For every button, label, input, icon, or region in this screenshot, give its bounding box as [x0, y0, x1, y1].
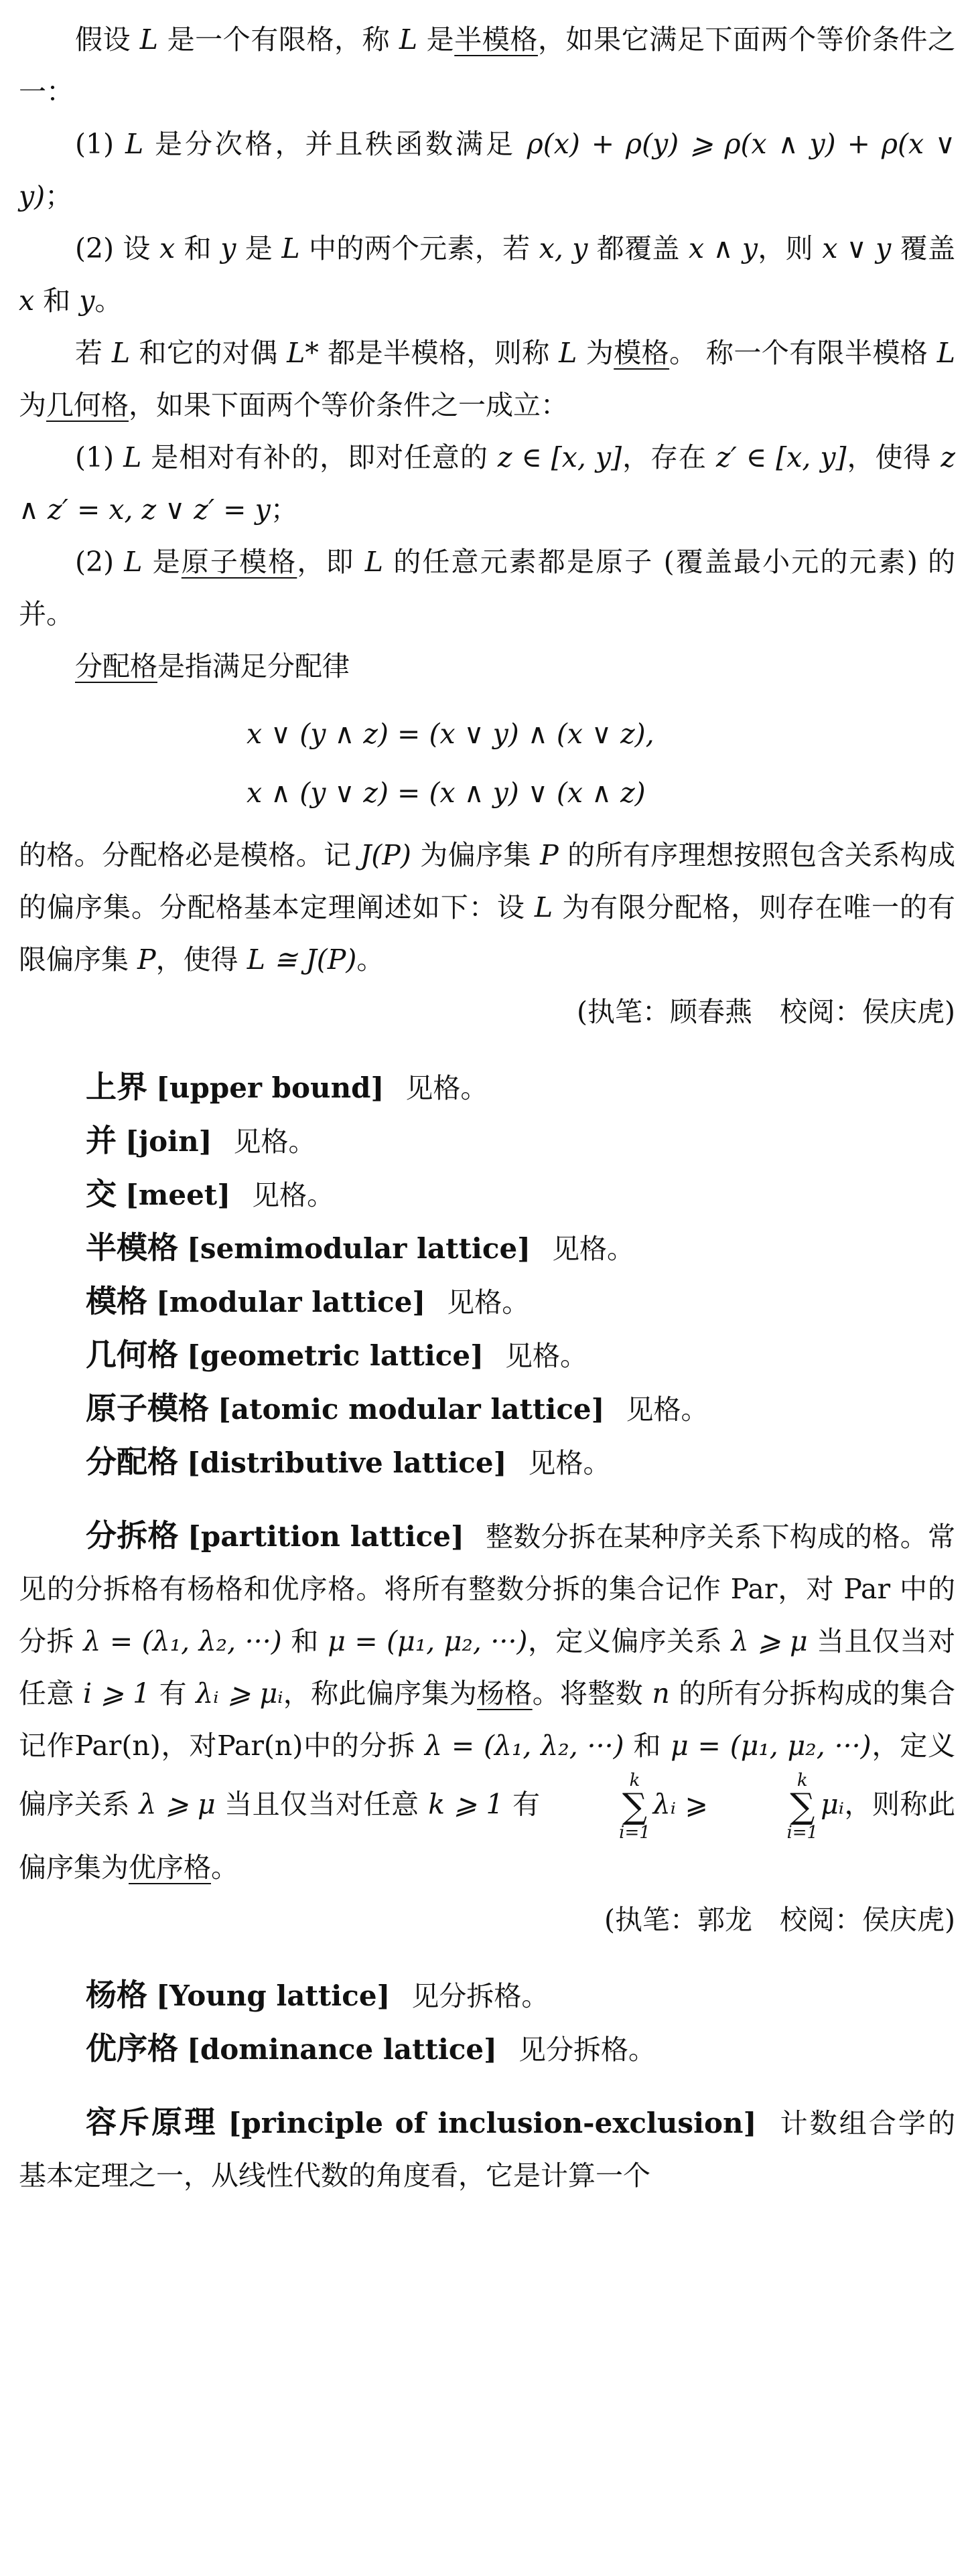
cross-reference-list-2 [19, 1969, 955, 2076]
cross-ref-entry: 几何格 [geometric lattice] 见格。 [86, 1337, 587, 1373]
geometric-condition-1: (1) L 是相对有补的，即对任意的 z ∈ [x, y]，存在 z′ ∈ [x, y]，使得 z ∧ z′ = x, z ∨ z′ = y； [19, 441, 955, 526]
distributive-law-1: x ∨ (y ∧ z) = (x ∨ y) ∧ (x ∨ z), [247, 718, 654, 750]
cross-ref-entry: 原子模格 [atomic modular lattice] 见格。 [86, 1390, 709, 1426]
term-dominance: 优序格 [129, 1851, 211, 1884]
cross-ref-entry: 上界 [upper bound] 见格。 [86, 1069, 488, 1105]
headword-inclusion-exclusion: 容斥原理 [86, 2104, 218, 2140]
geometric-condition-2: (2) L 是原子模格，即 L 的任意元素都是原子 (覆盖最小元的元素) 的并。 [19, 546, 955, 630]
partition-lattice-entry: 分拆格 [partition lattice] 整数分拆在某种序关系下构成的格。常见的分拆格有杨格和优序格。将所有整数分拆的集合记作 Par，对 Par 中的分拆 λ = (λ₁, λ₂, ···) 和 μ = (μ₁, μ₂, ···)，定义偏序关系 λ ⩾ μ 当且仅当对任意 i ⩾ 1 有 λᵢ ⩾ μᵢ，称此偏序集为杨格。将整数 n 的所有分拆构成的集合记作Par(n)，对Par(n)中的分拆 λ = (λ₁, λ₂, ···) 和 μ = (μ₁, μ₂, ···)，定义偏序关系 λ ⩾ μ 当且仅当对任意 k ⩾ 1 有 k ∑ i=1 λᵢ ⩾ k ∑ i=1 μᵢ，则称此偏序集为优序格。 [19, 1517, 956, 1884]
cross-ref-entry: 交 [meet] 见格。 [86, 1176, 335, 1212]
rank-inequality: ρ(x) + ρ(y) ⩾ ρ(x ∧ y) + ρ(x ∨ y) [19, 128, 955, 212]
term-modular: 模格 [614, 337, 670, 369]
inclusion-exclusion-entry: 容斥原理 [principle of inclusion-exclusion] 计数组合学的基本定理之一，从线性代数的角度看，它是计算一个 [19, 2104, 956, 2192]
signature-2: (执笔：郭龙 校阅：侯庆虎) [604, 1904, 955, 1936]
headword-partition: 分拆格 [86, 1517, 179, 1554]
cross-reference-list [19, 1061, 955, 1489]
term-distributive: 分配格 [75, 650, 157, 682]
term-young: 杨格 [477, 1677, 533, 1710]
modular-definition: 若 L 和它的对偶 L* 都是半模格，则称 L 为模格。 称一个有限半模格 L 为几何格，如果下面两个等价条件之一成立： [19, 337, 955, 421]
summation-left: k ∑ i=1 [619, 1770, 650, 1843]
term-atomic-modular: 原子模格 [181, 546, 297, 578]
cross-ref-entry: 分配格 [distributive lattice] 见格。 [86, 1444, 611, 1480]
cross-ref-entry: 优序格 [dominance lattice] 见分拆格。 [86, 2030, 656, 2066]
semimodular-condition-1: (1) L 是分次格，并且秩函数满足 ρ(x) + ρ(y) ⩾ ρ(x ∧ y) + ρ(x ∨ y)； [19, 128, 955, 212]
cross-ref-entry: 半模格 [semimodular lattice] 见格。 [86, 1229, 635, 1266]
term-semimodular: 半模格 [454, 23, 538, 56]
distributive-laws [19, 704, 955, 822]
semimodular-intro: 假设 L 是一个有限格，称 L 是半模格，如果它满足下面两个等价条件之一： [19, 23, 955, 108]
cross-ref-entry: 模格 [modular lattice] 见格。 [86, 1283, 530, 1319]
summation-right: k ∑ i=1 [786, 1770, 819, 1843]
cross-ref-entry: 杨格 [Young lattice] 见分拆格。 [86, 1977, 549, 2013]
distributive-theorem: 的格。分配格必是模格。记 J(P) 为偏序集 P 的所有序理想按照包含关系构成的偏序集。分配格基本定理阐述如下：设 L 为有限分配格，则存在唯一的有限偏序集 P，使得 L ≅ J(P)。 [19, 839, 956, 976]
term-geometric: 几何格 [46, 389, 129, 421]
distributive-law-2: x ∧ (y ∨ z) = (x ∧ y) ∨ (x ∧ z) [247, 777, 646, 809]
semimodular-condition-2: (2) 设 x 和 y 是 L 中的两个元素，若 x, y 都覆盖 x ∧ y，则 x ∨ y 覆盖 x 和 y。 [19, 232, 955, 317]
cross-ref-entry: 并 [join] 见格。 [86, 1122, 316, 1158]
distributive-definition: 分配格是指满足分配律 [75, 650, 350, 682]
signature-1: (执笔：顾春燕 校阅：侯庆虎) [577, 996, 955, 1028]
